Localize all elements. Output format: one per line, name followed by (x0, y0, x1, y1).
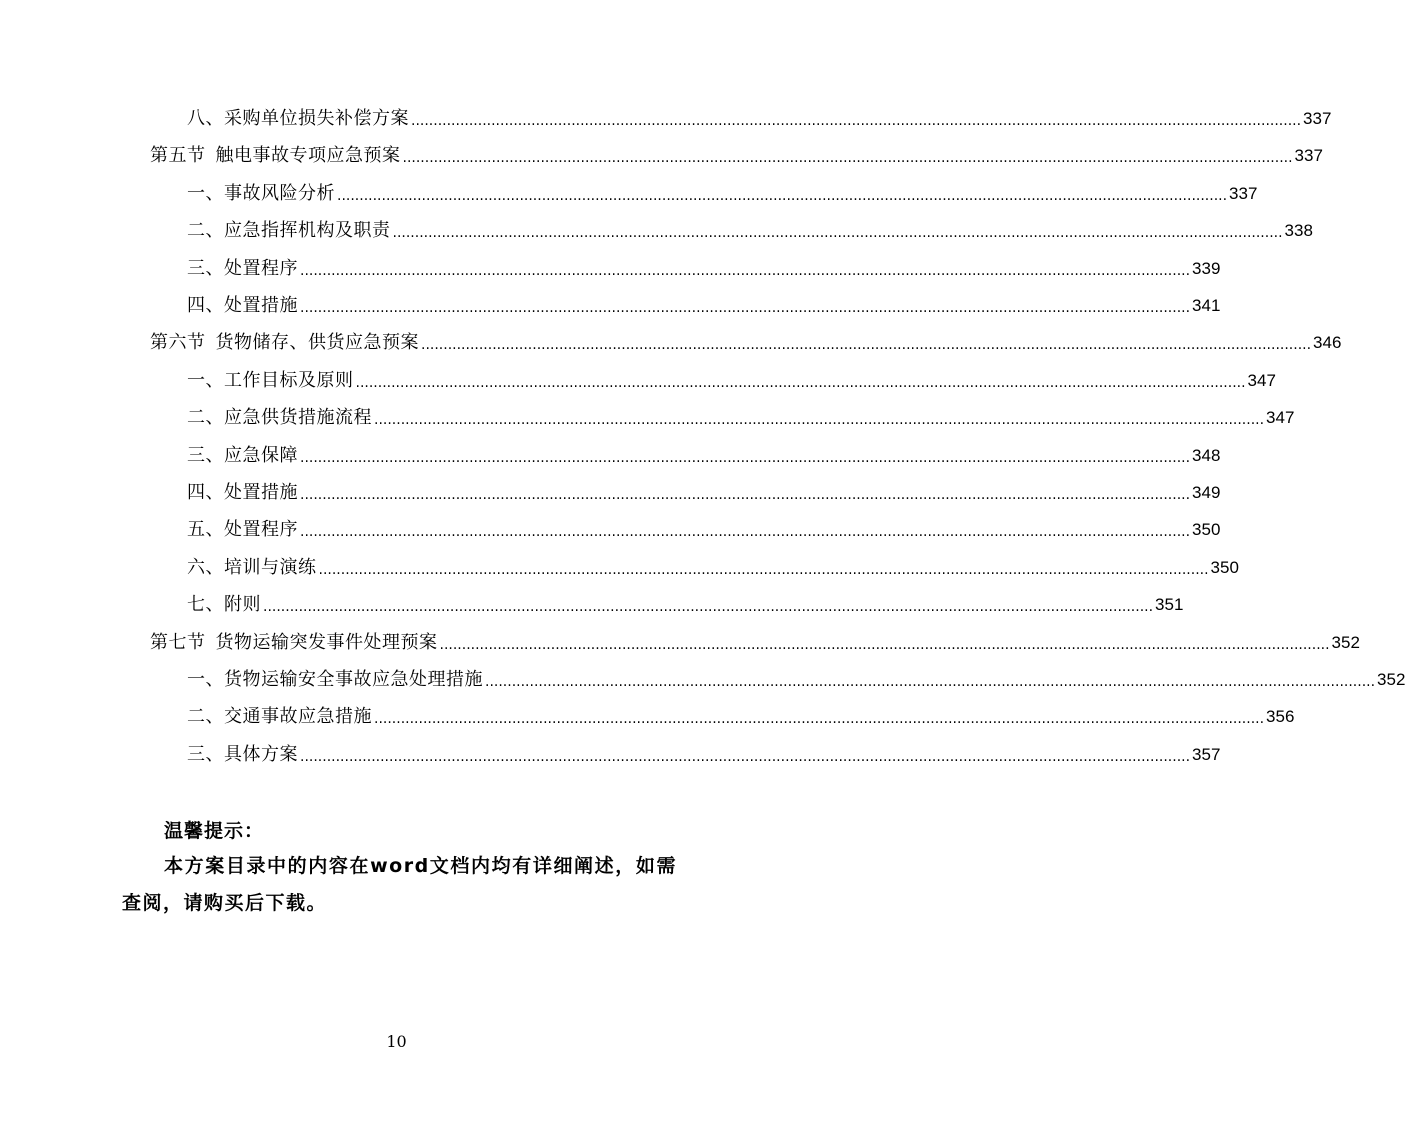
toc-entry-label (187, 665, 483, 695)
toc-entry-page: 351 (1155, 595, 1184, 615)
toc-entry-number: 第五节 (150, 145, 206, 167)
toc-entry-title: 触电事故专项应急预案 (215, 145, 401, 167)
toc-entry[interactable] (187, 590, 1184, 620)
toc-entry-title: 事故风险分析 (224, 182, 335, 204)
toc-entry[interactable] (187, 515, 1221, 545)
toc-dot-leader: ........................................................................................................................................................................................................ (337, 187, 1228, 204)
page-number: 10 (386, 1032, 407, 1051)
toc-entry-page: 337 (1294, 146, 1323, 166)
toc-entry-number: 八、 (187, 108, 224, 129)
toc-entry-number: 六、 (187, 556, 224, 578)
toc-dot-leader: ........................................................................................................................................................................................................ (374, 711, 1265, 728)
toc-entry[interactable] (187, 216, 1313, 246)
toc-entry-number: 二、 (187, 407, 224, 429)
toc-entry-title: 处置措施 (224, 482, 298, 503)
toc-entry[interactable] (187, 441, 1221, 471)
toc-dot-leader: ........................................................................................................................................................................................................ (318, 561, 1209, 578)
toc-entry-page: 339 (1192, 258, 1221, 278)
toc-entry-label (187, 179, 335, 209)
toc-entry-label (150, 141, 401, 171)
toc-entry-page: 350 (1192, 520, 1221, 540)
toc-entry[interactable] (187, 478, 1221, 508)
toc-entry-page: 337 (1229, 183, 1258, 203)
toc-entry-label (187, 441, 298, 471)
toc-entry-label (187, 216, 391, 246)
toc-dot-leader: ........................................................................................................................................................................................................ (300, 487, 1191, 503)
toc-entry-label (187, 590, 261, 620)
toc-entry-label (187, 740, 298, 770)
toc-entry-page: 352 (1331, 632, 1360, 652)
toc-dot-leader: ........................................................................................................................................................................................................ (300, 300, 1191, 316)
toc-dot-leader: ........................................................................................................................................................................................................ (263, 599, 1154, 616)
toc-entry-label (187, 403, 372, 433)
toc-dot-leader: ........................................................................................................................................................................................................ (402, 150, 1293, 167)
toc-entry-label (150, 328, 419, 358)
toc-entry[interactable] (187, 291, 1221, 321)
toc-entry-number: 一、 (187, 182, 224, 204)
toc-entry-title: 应急指挥机构及职责 (224, 220, 391, 242)
toc-entry-number: 一、 (187, 369, 224, 391)
toc-dot-leader: ........................................................................................................................................................................................................ (485, 674, 1376, 690)
toc-entry[interactable] (187, 702, 1295, 732)
toc-entry-number: 三、 (187, 257, 224, 279)
toc-entry[interactable] (150, 628, 1360, 658)
toc-entry-number: 二、 (187, 220, 224, 242)
toc-entry-number: 第六节 (150, 332, 206, 354)
toc-entry[interactable] (187, 254, 1221, 284)
toc-entry-number: 三、 (187, 743, 224, 765)
toc-entry-label (187, 553, 317, 583)
toc-entry-title: 培训与演练 (224, 556, 317, 578)
toc-entry-page: 337 (1303, 109, 1332, 128)
toc-entry-number: 一、 (187, 669, 224, 690)
toc-dot-leader: ........................................................................................................................................................................................................ (300, 262, 1191, 279)
notice-body: 本方案目录中的内容在word文档内均有详细阐述，如需查阅，请购买后下载。 (122, 855, 677, 914)
toc-entry-title: 处置措施 (224, 295, 298, 316)
toc-entry[interactable] (187, 403, 1295, 433)
toc-entry-page: 352 (1377, 670, 1405, 689)
toc-dot-leader: ........................................................................................................................................................................................................ (300, 748, 1191, 765)
toc-entry-page: 347 (1266, 408, 1295, 428)
toc-entry-number: 四、 (187, 482, 224, 503)
toc-entry-number: 七、 (187, 594, 224, 616)
toc-entry-title: 应急保障 (224, 444, 298, 466)
toc-entry-page: 347 (1247, 370, 1276, 390)
toc-dot-leader: ........................................................................................................................................................................................................ (392, 225, 1283, 242)
toc-entry-page: 346 (1313, 333, 1342, 353)
toc-dot-leader: ........................................................................................................................................................................................................ (411, 113, 1302, 129)
toc-dot-leader: ........................................................................................................................................................................................................ (439, 636, 1330, 653)
toc-entry-number: 三、 (187, 444, 224, 466)
toc-dot-leader: ........................................................................................................................................................................................................ (300, 524, 1191, 541)
toc-entry-title: 采购单位损失补偿方案 (224, 108, 409, 129)
toc-entry-number: 第七节 (150, 631, 206, 653)
toc-entry-label (187, 478, 298, 508)
toc-entry-title: 交通事故应急措施 (224, 706, 372, 728)
toc-entry[interactable] (187, 104, 1332, 134)
toc-entry-title: 货物运输突发事件处理预案 (215, 631, 438, 653)
toc-entry-page: 356 (1266, 707, 1295, 727)
toc-dot-leader: ........................................................................................................................................................................................................ (300, 449, 1191, 466)
toc-entry-title: 处置程序 (224, 257, 298, 279)
toc-entry-label (187, 702, 372, 732)
toc-entry-number: 四、 (187, 295, 224, 316)
toc-entry-page: 350 (1210, 557, 1239, 577)
toc-entry-page: 349 (1192, 483, 1221, 502)
toc-entry[interactable] (187, 665, 1405, 695)
toc-entry-label (187, 254, 298, 284)
toc-entry[interactable] (150, 328, 1342, 358)
toc-entry-label (150, 628, 438, 658)
toc-dot-leader: ........................................................................................................................................................................................................ (355, 374, 1246, 391)
toc-entry-title: 货物储存、供货应急预案 (215, 332, 419, 354)
toc-entry-number: 五、 (187, 519, 224, 541)
toc-entry-label (187, 515, 298, 545)
toc-entry-page: 348 (1192, 445, 1221, 465)
toc-entry-page: 357 (1192, 744, 1221, 764)
toc-entry[interactable] (187, 553, 1239, 583)
toc-entry-title: 附则 (224, 594, 261, 616)
toc-entry-title: 应急供货措施流程 (224, 407, 372, 429)
toc-entry-page: 338 (1284, 221, 1313, 241)
toc-entry[interactable] (187, 366, 1276, 396)
toc-entry-title: 处置程序 (224, 519, 298, 541)
toc-entry-page: 341 (1192, 296, 1221, 315)
toc-entry-label (187, 104, 409, 134)
toc-entry-number: 二、 (187, 706, 224, 728)
toc-entry[interactable] (187, 740, 1221, 770)
toc-entry-title: 具体方案 (224, 743, 298, 765)
toc-entry[interactable] (150, 141, 1323, 171)
toc-entry-title: 工作目标及原则 (224, 369, 354, 391)
notice-title: 温馨提示： (164, 820, 265, 842)
toc-entry-title: 货物运输安全事故应急处理措施 (224, 669, 483, 690)
toc-entry[interactable] (187, 179, 1258, 209)
toc-dot-leader: ........................................................................................................................................................................................................ (421, 337, 1312, 354)
toc-entry-label (187, 291, 298, 321)
toc-dot-leader: ........................................................................................................................................................................................................ (374, 412, 1265, 429)
toc-entry-label (187, 366, 354, 396)
